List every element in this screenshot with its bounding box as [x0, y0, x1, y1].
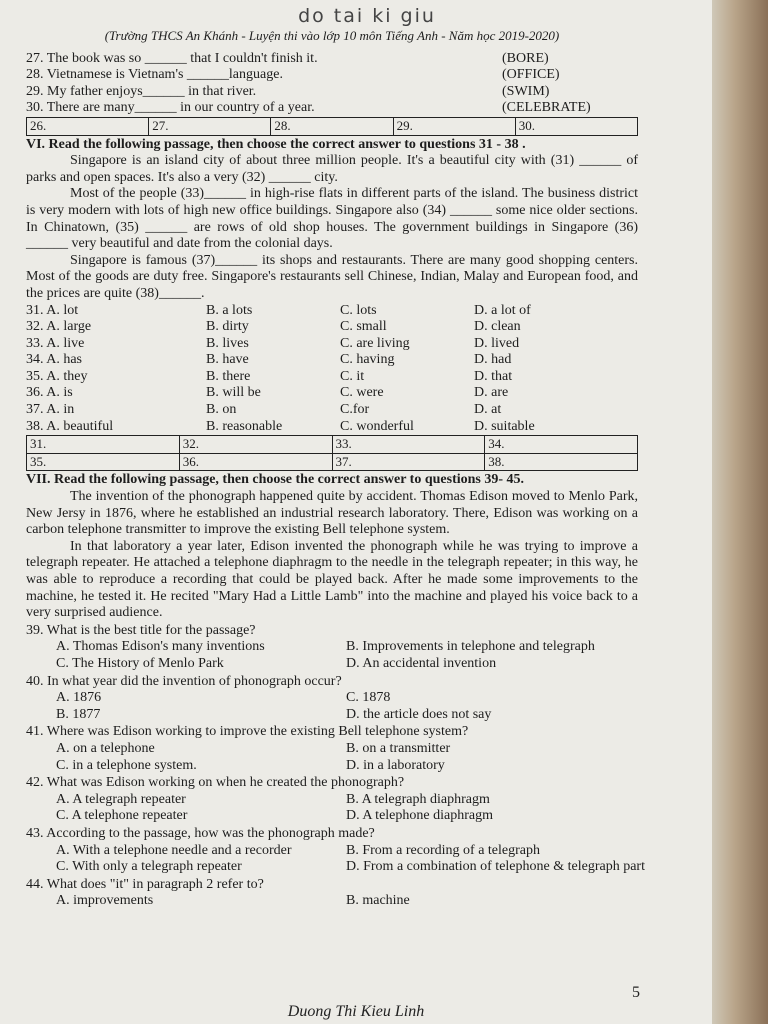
page-number: 5 [632, 984, 640, 1001]
option: B. lives [206, 335, 249, 351]
word-form-item [26, 67, 638, 84]
option: B. 1877 [56, 706, 101, 722]
option: C. The History of Menlo Park [56, 655, 224, 671]
options-grid [26, 303, 638, 436]
answer-cell: 27. [149, 117, 271, 135]
word-hint: (BORE) [502, 50, 549, 66]
option: B. there [206, 368, 251, 384]
question-stem: 44. What does "it" in paragraph 2 refer to? [26, 876, 264, 892]
question-item [26, 623, 638, 673]
option: B. reasonable [206, 418, 283, 434]
option: B. dirty [206, 319, 249, 335]
word-form-list [26, 51, 638, 117]
option: B. From a recording of a telegraph [346, 842, 540, 858]
option: C. lots [340, 302, 377, 318]
option: A. on a telephone [56, 740, 155, 756]
answer-table-31-38 [26, 435, 638, 471]
option: C. With only a telegraph repeater [56, 859, 242, 875]
answer-table-26-30 [26, 117, 638, 136]
question-stem: 43. According to the passage, how was the phonograph made? [26, 825, 375, 841]
word-form-item [26, 51, 638, 68]
option: C. 1878 [346, 690, 391, 706]
answer-cell: 37. [332, 453, 485, 471]
option: 38. A. beautiful [26, 418, 114, 434]
question-text: 30. There are many______ in our country of a year. [26, 100, 315, 116]
option: B. on [206, 402, 237, 418]
passage-paragraph: Singapore is an island city of about three million people. It's a beautiful city with (31) ______ of parks and open spaces. It's also a very (32) ______ city. [26, 153, 638, 185]
passage-paragraph: Singapore is famous (37)______ its shops and restaurants. There are many good shopping centers. Most of the goods are duty free. Singapore's restaurants sell Chinese, Indian, Malay and European food, and the prices are quite (38)______. [26, 252, 638, 301]
option: C. were [340, 385, 384, 401]
answer-cell: 35. [27, 453, 180, 471]
answer-cell: 31. [27, 436, 180, 454]
option: C. wonderful [340, 418, 414, 434]
option: D. From a combination of telephone & telegraph part [346, 859, 645, 875]
handwritten-note: do tai ki giu [298, 5, 436, 27]
answer-cell: 28. [271, 117, 393, 135]
question-item [26, 775, 638, 825]
option: 33. A. live [26, 335, 85, 351]
option: 34. A. has [26, 352, 82, 368]
answer-cell: 38. [485, 453, 638, 471]
answer-cell: 34. [485, 436, 638, 454]
word-form-item [26, 84, 638, 101]
question-text: 29. My father enjoys______ in that river. [26, 83, 257, 99]
answer-cell: 30. [515, 117, 637, 135]
option: D. A telephone diaphragm [346, 808, 493, 824]
option: D. suitable [474, 418, 535, 434]
option: B. on a transmitter [346, 740, 451, 756]
option: B. Improvements in telephone and telegraph [346, 639, 595, 655]
option: 37. A. in [26, 402, 75, 418]
author-footer: Duong Thi Kieu Linh [287, 1003, 425, 1020]
option: B. will be [206, 385, 261, 401]
answer-cell: 36. [179, 453, 332, 471]
question-stem: 42. What was Edison working on when he created the phonograph? [26, 775, 405, 791]
word-form-item [26, 100, 638, 117]
option: C.for [340, 402, 370, 418]
question-item [26, 724, 638, 774]
option: D. the article does not say [346, 706, 492, 722]
option: A. A telegraph repeater [56, 791, 186, 807]
option: D. had [474, 352, 512, 368]
page-header: (Trường THCS An Khánh - Luyện thi vào lớp 10 môn Tiếng Anh - Năm học 2019-2020) [104, 28, 560, 43]
question-item [26, 877, 638, 910]
option: D. clean [474, 319, 521, 335]
option: C. it [340, 368, 365, 384]
word-hint: (SWIM) [502, 83, 550, 99]
option: C. small [340, 319, 387, 335]
answer-cell: 33. [332, 436, 485, 454]
section-7-title: VII. Read the following passage, then choose the correct answer to questions 39- 45. [26, 472, 525, 488]
passage-paragraph: Most of the people (33)______ in high-rise flats in different parts of the island. The business district is very modern with lots of high new office buildings. Singapore also (34) ______ some nice older sections. In Chinatown, (35) ______ are rows of old shop houses. The government buildings in Singapore (36) ______ very beautiful and date from the colonial days. [26, 186, 638, 252]
page-content [26, 4, 645, 910]
answer-cell: 26. [27, 117, 149, 135]
option: A. With a telephone needle and a recorder [56, 842, 292, 858]
option: B. have [206, 352, 249, 368]
option: B. A telegraph diaphragm [346, 791, 490, 807]
option: D. at [474, 402, 502, 418]
option: D. in a laboratory [346, 757, 445, 773]
question-text: 28. Vietnamese is Vietnam's ______language. [26, 67, 283, 83]
option: D. lived [474, 335, 520, 351]
question-item [26, 825, 645, 876]
question-stem: 41. Where was Edison working to improve the existing Bell telephone system? [26, 724, 469, 740]
question-stem: 39. What is the best title for the passage? [26, 622, 256, 638]
word-hint: (CELEBRATE) [502, 100, 591, 116]
option: B. machine [346, 893, 410, 909]
option: 35. A. they [26, 368, 88, 384]
option: A. Thomas Edison's many inventions [56, 639, 265, 655]
option: D. An accidental invention [346, 655, 497, 671]
option: D. that [474, 368, 513, 384]
option: A. 1876 [56, 690, 102, 706]
option: C. A telephone repeater [56, 808, 188, 824]
option: C. are living [340, 335, 410, 351]
option: 32. A. large [26, 319, 92, 335]
answer-cell: 32. [179, 436, 332, 454]
option: D. are [474, 385, 509, 401]
question-text: 27. The book was so ______ that I couldn't finish it. [26, 50, 318, 66]
section-6-title: VI. Read the following passage, then choose the correct answer to questions 31 - 38 . [26, 136, 526, 152]
option: B. a lots [206, 302, 253, 318]
option: 36. A. is [26, 385, 73, 401]
passage-paragraph: In that laboratory a year later, Edison invented the phonograph while he was trying to improve a telegraph repeater. He attached a telephone diaphragm to the needle in the telegraph repeater; in this way, he was able to reproduce a recording that could be played back. After he made some improvements to the machine, he tested it. He recited "Mary Had a Little Lamb" into the machine and played his voice back to a very surprised audience. [26, 538, 638, 621]
option: C. in a telephone system. [56, 757, 197, 773]
table-edge [712, 0, 768, 1024]
question-stem: 40. In what year did the invention of phonograph occur? [26, 673, 342, 689]
option: A. improvements [56, 893, 154, 909]
question-item [26, 674, 638, 724]
option: 31. A. lot [26, 302, 79, 318]
option: C. having [340, 352, 395, 368]
passage-paragraph: The invention of the phonograph happened quite by accident. Thomas Edison moved to Menlo Park, New Jersy in 1876, where he established an industrial research laboratory. There, Edison was working on a carbon telephone transmitter to improve the existing Bell telephone system. [26, 489, 638, 538]
answer-cell: 29. [393, 117, 515, 135]
word-hint: (OFFICE) [502, 67, 560, 83]
option: D. a lot of [474, 302, 531, 318]
